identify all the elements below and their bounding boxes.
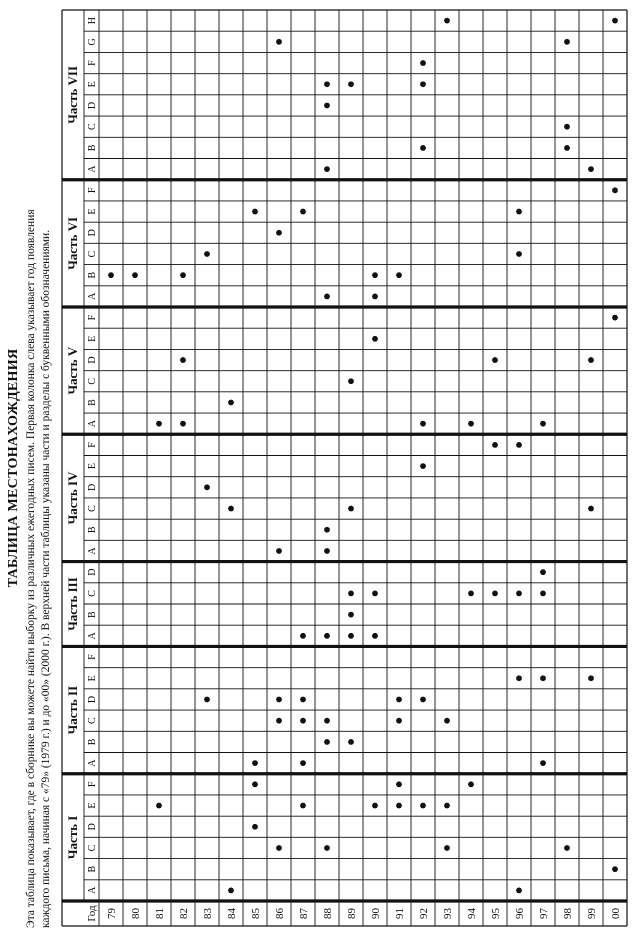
- entry-dot: [444, 18, 450, 24]
- section-label: C: [87, 590, 98, 597]
- entry-dot: [540, 675, 546, 681]
- entry-dot: [612, 315, 618, 321]
- section-label: B: [87, 526, 98, 534]
- entry-dot: [324, 845, 330, 851]
- year-label: 79: [106, 908, 118, 919]
- entry-dot: [252, 781, 258, 787]
- entry-dot: [324, 739, 330, 745]
- entry-dot: [468, 421, 474, 427]
- year-label: 93: [442, 908, 454, 919]
- section-label: C: [87, 250, 98, 258]
- entry-dot: [348, 81, 354, 87]
- year-label: 81: [154, 908, 166, 919]
- entry-dot: [276, 697, 282, 703]
- section-label: E: [87, 463, 98, 470]
- section-label: C: [87, 844, 98, 852]
- entry-dot: [492, 590, 498, 596]
- section-label: F: [87, 60, 98, 66]
- section-label: E: [87, 675, 98, 682]
- year-label: 91: [394, 908, 406, 919]
- entry-dot: [204, 697, 210, 703]
- entry-dot: [324, 548, 330, 554]
- section-label: E: [87, 802, 98, 809]
- entry-dot: [324, 293, 330, 299]
- section-label: B: [87, 399, 98, 406]
- entry-dot: [420, 81, 426, 87]
- section-label: B: [87, 611, 98, 618]
- entry-dot: [276, 230, 282, 236]
- entry-dot: [492, 357, 498, 363]
- entry-dot: [468, 781, 474, 787]
- entry-dot: [348, 739, 354, 745]
- entry-dot: [612, 187, 618, 193]
- section-label: C: [87, 123, 98, 131]
- section-label: A: [87, 759, 98, 767]
- section-label: A: [87, 420, 98, 428]
- section-label: F: [87, 781, 98, 788]
- year-label: 98: [562, 908, 574, 919]
- entry-dot: [324, 527, 330, 533]
- description-line-2: каждого письма, начиная с «79» (1979 г.) и до «00» (2000 г.). В верхней части таблицы указаны части и разделы с буквенными обозначениями.: [40, 229, 52, 928]
- entry-dot: [516, 590, 522, 596]
- entry-dot: [276, 718, 282, 724]
- part-label: Часть I: [65, 815, 80, 860]
- entry-dot: [540, 421, 546, 427]
- entry-dot: [540, 569, 546, 575]
- entry-dot: [420, 803, 426, 809]
- entry-dot: [348, 506, 354, 512]
- section-label: B: [87, 865, 98, 873]
- part-label: Часть III: [65, 577, 80, 631]
- entry-dot: [588, 675, 594, 681]
- entry-dot: [420, 697, 426, 703]
- entry-dot: [516, 251, 522, 257]
- entry-dot: [348, 590, 354, 596]
- section-label: D: [87, 101, 98, 110]
- entry-dot: [300, 760, 306, 766]
- section-label: D: [87, 483, 98, 491]
- section-label: B: [87, 271, 98, 279]
- section-label: A: [87, 632, 98, 640]
- entry-dot: [228, 887, 234, 893]
- entry-dot: [540, 590, 546, 596]
- year-label: 99: [586, 908, 598, 919]
- year-label: 80: [130, 908, 142, 919]
- entry-dot: [540, 760, 546, 766]
- part-label: Часть II: [65, 685, 80, 735]
- section-label: F: [87, 654, 98, 660]
- entry-dot: [108, 272, 114, 278]
- section-label: C: [87, 377, 98, 385]
- entry-dot: [468, 590, 474, 596]
- section-label: A: [87, 547, 98, 555]
- entry-dot: [564, 39, 570, 45]
- section-label: F: [87, 187, 98, 194]
- section-label: A: [87, 292, 98, 301]
- entry-dot: [300, 718, 306, 724]
- entry-dot: [276, 845, 282, 851]
- entry-dot: [444, 803, 450, 809]
- entry-dot: [300, 633, 306, 639]
- entry-dot: [372, 336, 378, 342]
- entry-dot: [228, 506, 234, 512]
- section-label: B: [87, 738, 98, 746]
- year-column-header: Год: [86, 905, 98, 922]
- part-label: Часть VII: [65, 65, 80, 124]
- entry-dot: [444, 845, 450, 851]
- entry-dot: [492, 442, 498, 448]
- entry-dot: [444, 718, 450, 724]
- entry-dot: [516, 209, 522, 215]
- year-label: 88: [322, 908, 334, 919]
- entry-dot: [180, 357, 186, 363]
- entry-dot: [372, 590, 378, 596]
- year-label: 85: [250, 908, 262, 919]
- section-label: C: [87, 717, 98, 725]
- section-label: G: [87, 38, 98, 46]
- entry-dot: [300, 803, 306, 809]
- entry-dot: [516, 442, 522, 448]
- section-label: E: [87, 208, 98, 215]
- year-label: 82: [178, 908, 190, 919]
- year-label: 92: [418, 908, 430, 919]
- section-label: E: [87, 335, 98, 342]
- part-label: Часть VI: [65, 216, 80, 270]
- entry-dot: [516, 675, 522, 681]
- description-line-1: Эта таблица показывает, где в сборнике вы можете найти выборку из различных ежегодных писем. Первая колонка слева указывает год появления: [25, 209, 37, 928]
- entry-dot: [588, 506, 594, 512]
- section-label: A: [87, 165, 98, 173]
- entry-dot: [588, 166, 594, 172]
- entry-dot: [564, 145, 570, 151]
- entry-dot: [612, 18, 618, 24]
- section-label: D: [87, 823, 98, 831]
- entry-dot: [420, 60, 426, 66]
- entry-dot: [204, 484, 210, 490]
- entry-dot: [516, 887, 522, 893]
- entry-dot: [564, 845, 570, 851]
- year-label: 83: [202, 908, 214, 919]
- entry-dot: [228, 400, 234, 406]
- entry-dot: [420, 421, 426, 427]
- section-label: D: [87, 568, 98, 576]
- part-label: Часть V: [65, 346, 80, 395]
- entry-dot: [156, 421, 162, 427]
- section-label: F: [87, 442, 98, 448]
- entry-dot: [324, 81, 330, 87]
- entry-dot: [396, 781, 402, 787]
- entry-dot: [564, 124, 570, 130]
- entry-dot: [396, 697, 402, 703]
- year-label: 00: [610, 908, 622, 919]
- entry-dot: [324, 718, 330, 724]
- year-label: 86: [274, 908, 286, 919]
- entry-dot: [156, 803, 162, 809]
- year-label: 94: [466, 908, 478, 919]
- entry-dot: [204, 251, 210, 257]
- section-label: C: [87, 505, 98, 512]
- entry-dot: [372, 633, 378, 639]
- section-label: E: [87, 81, 98, 88]
- entry-dot: [132, 272, 138, 278]
- section-label: B: [87, 144, 98, 152]
- entry-dot: [324, 633, 330, 639]
- entry-dot: [252, 824, 258, 830]
- entry-dot: [300, 697, 306, 703]
- entry-dot: [588, 357, 594, 363]
- year-label: 96: [514, 908, 526, 919]
- year-label: 89: [346, 908, 358, 919]
- entry-dot: [372, 803, 378, 809]
- section-label: D: [87, 695, 98, 704]
- entry-dot: [396, 718, 402, 724]
- section-label: A: [87, 886, 98, 895]
- entry-dot: [180, 421, 186, 427]
- section-label: H: [87, 16, 98, 25]
- entry-dot: [372, 293, 378, 299]
- year-label: 97: [538, 908, 550, 919]
- entry-dot: [180, 272, 186, 278]
- entry-dot: [276, 39, 282, 45]
- entry-dot: [420, 145, 426, 151]
- section-label: F: [87, 314, 98, 321]
- entry-dot: [252, 760, 258, 766]
- year-label: 84: [226, 908, 238, 919]
- entry-dot: [420, 463, 426, 469]
- section-label: D: [87, 356, 98, 364]
- entry-dot: [276, 548, 282, 554]
- year-label: 87: [298, 908, 310, 919]
- entry-dot: [396, 803, 402, 809]
- year-label: 90: [370, 908, 382, 919]
- section-label: D: [87, 229, 98, 237]
- year-label: 95: [490, 908, 502, 919]
- entry-dot: [324, 166, 330, 172]
- entry-dot: [252, 209, 258, 215]
- entry-dot: [612, 866, 618, 872]
- entry-dot: [300, 209, 306, 215]
- entry-dot: [348, 633, 354, 639]
- table-title: ТАБЛИЦА МЕСТОНАХОЖДЕНИЯ: [6, 348, 21, 588]
- entry-dot: [324, 103, 330, 109]
- entry-dot: [396, 272, 402, 278]
- entry-dot: [348, 612, 354, 618]
- entry-dot: [372, 272, 378, 278]
- entry-dot: [348, 378, 354, 384]
- part-label: Часть IV: [65, 471, 80, 525]
